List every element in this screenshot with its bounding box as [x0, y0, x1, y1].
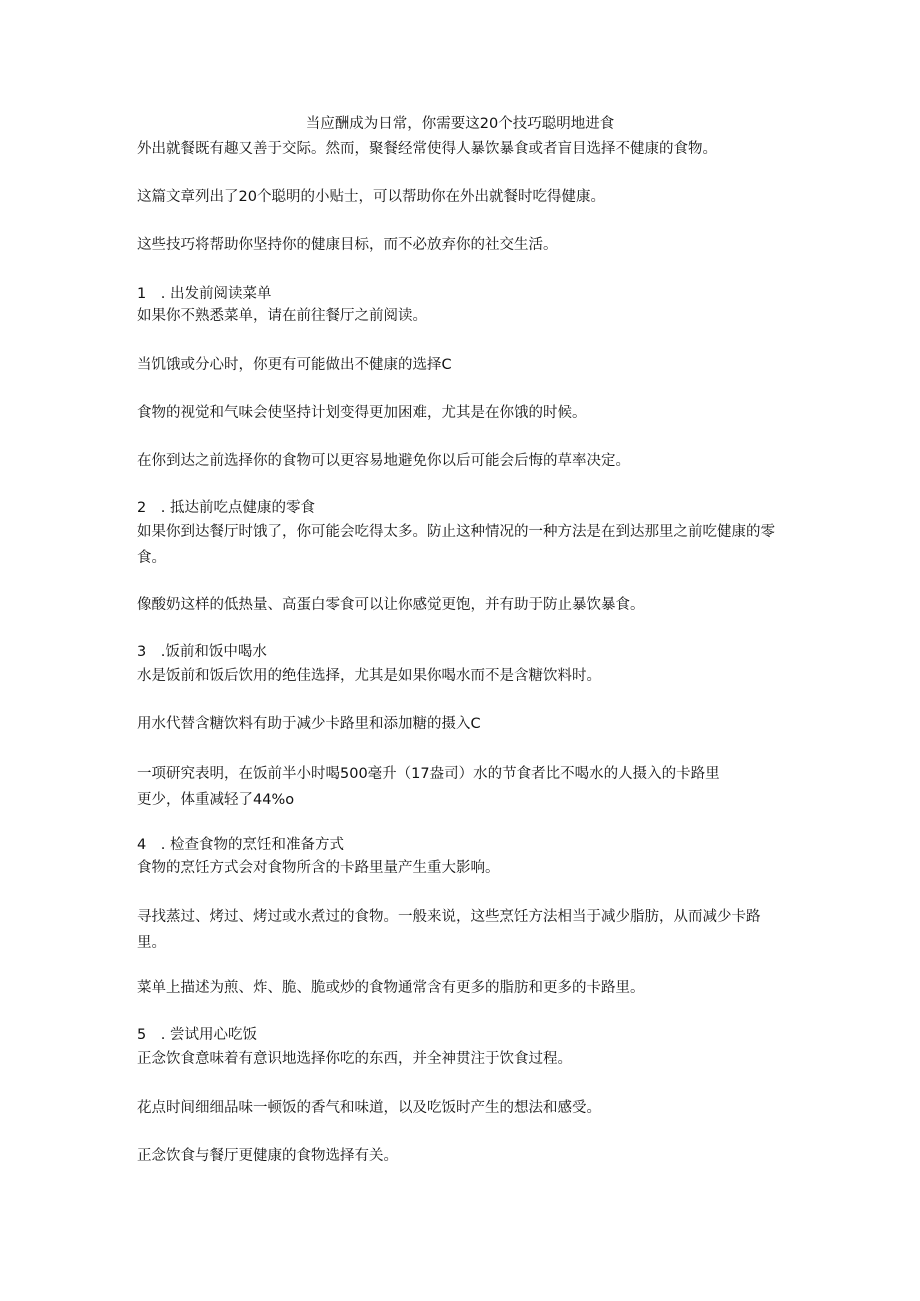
paragraph: 花点时间细细品味一顿饭的香气和味道，以及吃饭时产生的想法和感受。 — [137, 1100, 601, 1116]
paragraph: 如果你到达餐厅时饿了，你可能会吃得太多。防止这种情况的一种方法是在到达那里之前吃健康的零食。 — [137, 524, 775, 566]
section-heading: 4 . 检查食物的烹饪和准备方式 — [137, 837, 344, 853]
paragraph: 一项研究表明，在饭前半小时喝500毫升（17盎司）水的节食者比不喝水的人摄入的卡路里更少，体重减轻了44%o — [137, 766, 720, 808]
paragraph: 如果你不熟悉菜单，请在前往餐厅之前阅读。 — [137, 308, 427, 324]
paragraph: 寻找蒸过、烤过、烤过或水煮过的食物。一般来说，这些烹饪方法相当于减少脂肪，从而减少卡路里。 — [137, 909, 761, 951]
paragraph: 正念饮食与餐厅更健康的食物选择有关。 — [137, 1148, 398, 1164]
intro-paragraph: 这些技巧将帮助你坚持你的健康目标，而不必放弃你的社交生活。 — [137, 237, 558, 253]
paragraph: 正念饮食意味着有意识地选择你吃的东西，并全神贯注于饮食过程。 — [137, 1051, 572, 1067]
article-title: 当应酬成为日常，你需要这20个技巧聪明地进食 — [305, 116, 615, 132]
paragraph: 当饥饿或分心时，你更有可能做出不健康的选择C — [137, 357, 452, 373]
intro-paragraph: 这篇文章列出了20个聪明的小贴士，可以帮助你在外出就餐时吃得健康。 — [137, 189, 605, 205]
paragraph: 食物的视觉和气味会使坚持计划变得更加困难，尤其是在你饿的时候。 — [137, 405, 587, 421]
section-heading: 3 .饭前和饭中喝水 — [137, 644, 267, 660]
intro-paragraph: 外出就餐既有趣又善于交际。然而，聚餐经常使得人暴饮暴食或者盲目选择不健康的食物。 — [137, 141, 717, 157]
paragraph: 菜单上描述为煎、炸、脆、脆或炒的食物通常含有更多的脂肪和更多的卡路里。 — [137, 980, 645, 996]
paragraph: 水是饭前和饭后饮用的绝佳选择，尤其是如果你喝水而不是含糖饮料时。 — [137, 668, 601, 684]
paragraph: 用水代替含糖饮料有助于减少卡路里和添加糖的摄入C — [137, 716, 481, 732]
section-heading: 5 . 尝试用心吃饭 — [137, 1027, 257, 1043]
paragraph: 食物的烹饪方式会对食物所含的卡路里量产生重大影响。 — [137, 860, 500, 876]
paragraph: 在你到达之前选择你的食物可以更容易地避免你以后可能会后悔的草率决定。 — [137, 453, 630, 469]
section-heading: 2 . 抵达前吃点健康的零食 — [137, 500, 315, 516]
paragraph: 像酸奶这样的低热量、高蛋白零食可以让你感觉更饱，并有助于防止暴饮暴食。 — [137, 597, 645, 613]
section-heading: 1 . 出发前阅读菜单 — [137, 286, 272, 302]
